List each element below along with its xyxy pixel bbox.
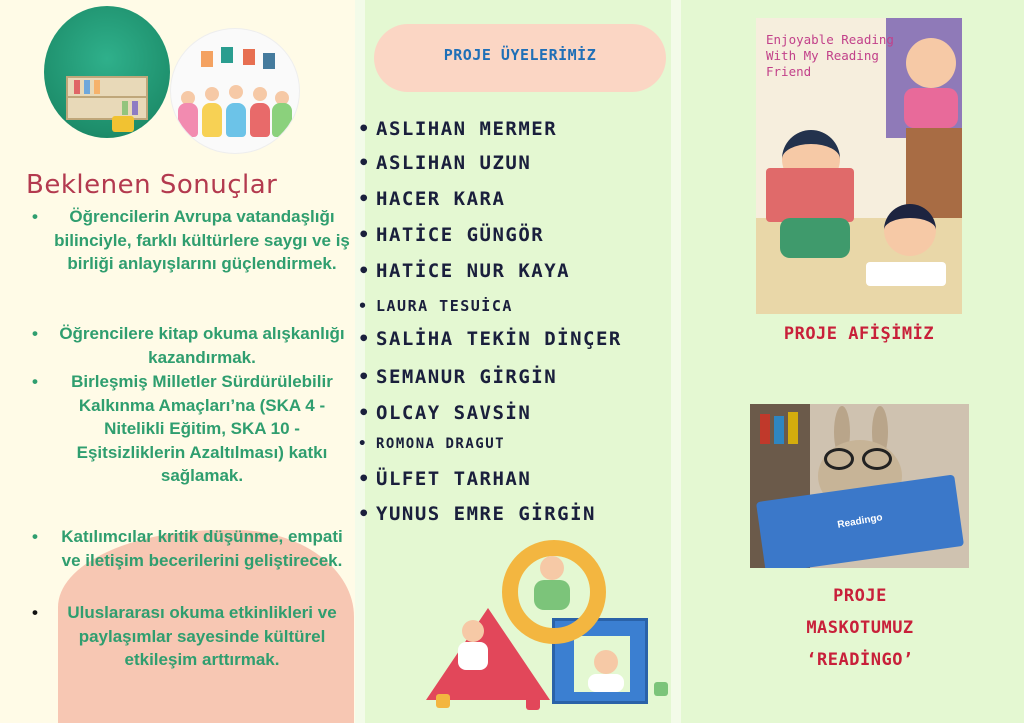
members-title: PROJE ÜYELERİMİZ [443, 46, 597, 64]
section-title: Beklenen Sonuçlar [26, 170, 278, 200]
doll-illustration [906, 38, 956, 88]
list-item: • Uluslararası okuma etkinlikleri ve paylaşımlar sayesinde kültürel etkileşim arttırmak. [32, 603, 337, 669]
list-item: • Öğrencilerin Avrupa vatandaşlığı bilinciyle, farklı kültürlere saygı ve iş birliği anlayışlarını güçlendirmek. [32, 207, 350, 273]
member-item: • ROMONA DRAGUT [358, 436, 506, 452]
member-item: • HATİCE GÜNGÖR [358, 224, 545, 246]
list-item: • Katılımcılar kritik düşünme, empati ve iletişim becerilerini geliştirecek. [32, 527, 343, 570]
member-item: • SEMANUR GİRGİN [358, 366, 558, 388]
mascot-caption: PROJE MASKOTUMUZ ‘READİNGO’ [806, 586, 914, 670]
children-photo [170, 28, 300, 154]
panel-divider [355, 0, 365, 723]
member-item: • ÜLFET TARHAN [358, 468, 532, 490]
member-item: • HACER KARA [358, 188, 506, 210]
project-poster [756, 18, 962, 314]
member-item: • SALİHA TEKİN DİNÇER [358, 328, 622, 350]
member-item: • HATİCE NUR KAYA [358, 260, 571, 282]
poster-title: Enjoyable Reading With My Reading Friend [766, 32, 894, 79]
chair [112, 116, 134, 132]
reading-child-illustration [884, 204, 936, 256]
child-figure [462, 620, 484, 642]
member-item: • OLCAY SAVSİN [358, 402, 532, 424]
member-item: • YUNUS EMRE GİRGİN [358, 503, 596, 525]
glasses-icon [824, 448, 854, 470]
mascot-book-title: Readingo [836, 512, 884, 531]
child-figure [594, 650, 618, 674]
list-item: • Birleşmiş Milletler Sürdürülebilir Kalkınma Amaçları’na (SKA 4 - Nitelikli Eğitim, SKA 10 - Eşitsizliklerin Azaltılması) katkı sağlamak. [32, 372, 333, 485]
member-item: • LAURA TESUİCA [358, 297, 513, 315]
panel-divider [671, 0, 681, 723]
member-item: • ASLIHAN MERMER [358, 118, 558, 140]
classroom-illustration [44, 6, 170, 138]
child-figure [540, 556, 564, 580]
list-item: • Öğrencilere kitap okuma alışkanlığı kazandırmak. [32, 324, 345, 367]
member-item: • ASLIHAN UZUN [358, 152, 532, 174]
mascot-photo [750, 404, 969, 568]
expected-results-list [24, 205, 350, 672]
poster-caption: PROJE AFİŞİMİZ [783, 324, 935, 344]
